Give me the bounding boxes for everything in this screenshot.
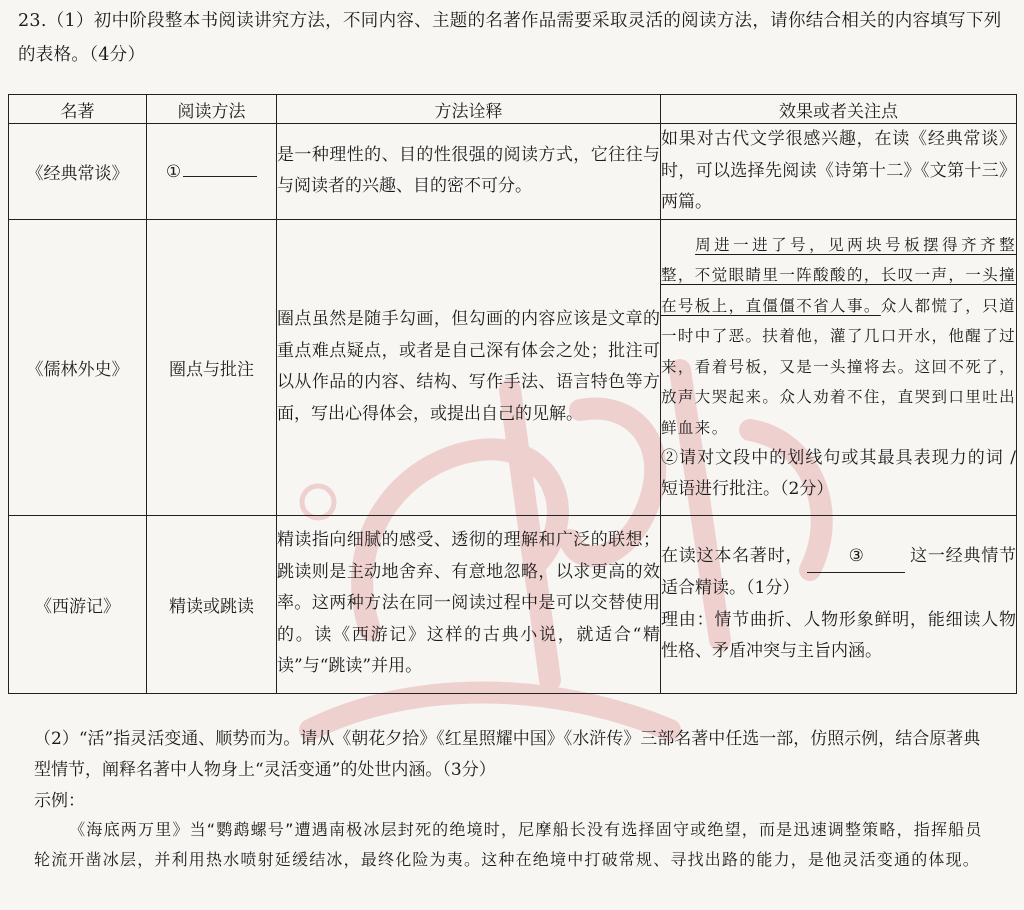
book-title: 《儒林外史》 — [9, 219, 147, 515]
reading-method: 精读或跳读 — [147, 515, 277, 693]
focus-reason: 理由：情节曲折、人物形象鲜明，能细读人物性格、矛盾冲突与主旨内涵。 — [661, 609, 1016, 661]
underlined-passage: 周进一进了号，见两块号板摆得齐齐整整，不觉眼睛里一阵酸酸的，长叹一声，一头撞在号板上，直僵僵不省人事。 — [661, 235, 1016, 315]
answer-blank-3[interactable]: ③ — [807, 541, 905, 574]
method-blank-cell[interactable] — [147, 124, 277, 220]
focus-post-text: 这一经典情节适合精读。（1分） — [661, 545, 1017, 598]
table-header: 效果或者关注点 — [661, 95, 1017, 124]
annotation-question: ②请对文段中的划线句或其最具表现力的词 / 短语进行批注。（2分） — [661, 448, 1016, 499]
answer-blank-1[interactable] — [183, 160, 257, 177]
table-row — [9, 219, 1017, 515]
table-row — [9, 124, 1017, 220]
example-text: 《海底两万里》当“鹦鹉螺号”遭遇南极冰层封死的绝境时，尼摩船长没有选择固守或绝望，而是迅速调整策略，指挥船员轮流开凿冰层，并利用热水喷射延缓结冰，最终化险为夷。这种在绝境中打破常规、寻找出路的能力，是他灵活变通的体现。 — [34, 820, 983, 869]
table-row — [9, 515, 1017, 693]
table-header: 方法诠释 — [277, 95, 661, 124]
blank-marker: ① — [165, 162, 182, 183]
focus-pre-text: 在读这本名著时， — [661, 545, 804, 566]
question-23-part2: （2）“活”指灵活变通、顺势而为。请从《朝花夕拾》《红星照耀中国》《水浒传》三部名著中任选一部，仿照示例，结合原著典型情节，阐释名著中人物身上“灵活变通”的处世内涵。（3分） — [34, 729, 981, 780]
reading-methods-table — [8, 94, 1017, 694]
focus-point: 如果对古代文学很感兴趣，在读《经典常谈》时，可以选择先阅读《诗第十二》《文第十三》两篇。 — [661, 124, 1017, 220]
focus-point — [661, 219, 1017, 515]
table-header: 阅读方法 — [147, 95, 277, 124]
table-header: 名著 — [9, 95, 147, 124]
example-label: 示例： — [34, 791, 85, 811]
focus-point — [661, 515, 1017, 693]
method-explanation: 圈点虽然是随手勾画，但勾画的内容应该是文章的重点难点疑点，或者是自己深有体会之处；批注可以从作品的内容、结构、写作手法、语言特色等方面，写出心得体会，或提出自己的见解。 — [277, 219, 661, 515]
question-23-part1: 23.（1）初中阶段整本书阅读讲究方法，不同内容、主题的名著作品需要采取灵活的阅读方法，请你结合相关的内容填写下列的表格。（4分） — [18, 11, 1002, 65]
passage-rest: 众人都慌了，只道一时中了恶。扶着他，灌了几口开水，他醒了过来，看着号板，又是一头撞将去。这回不死了，放声大哭起来。众人劝着不住，直哭到口里吐出鲜血来。 — [661, 296, 1016, 437]
book-title: 《经典常谈》 — [9, 124, 147, 220]
table-header-row — [9, 95, 1017, 124]
method-explanation: 是一种理性的、目的性很强的阅读方式，它往往与与阅读者的兴趣、目的密不可分。 — [277, 124, 661, 220]
book-title: 《西游记》 — [9, 515, 147, 693]
reading-method: 圈点与批注 — [147, 219, 277, 515]
method-explanation: 精读指向细腻的感受、透彻的理解和广泛的联想；跳读则是主动地舍弃、有意地忽略，以求更高的效率。这两种方法在同一阅读过程中是可以交替使用的。读《西游记》这样的古典小说，就适合“精读”与“跳读”并用。 — [277, 515, 661, 693]
